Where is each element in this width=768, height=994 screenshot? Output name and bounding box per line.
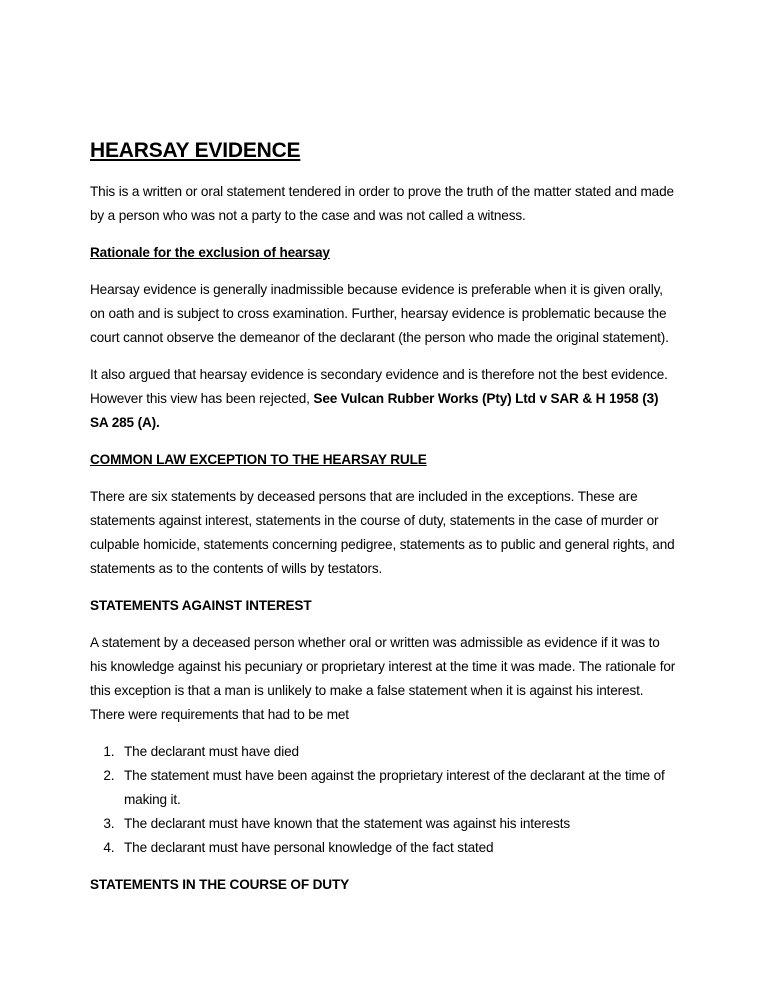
list-item: 1. The declarant must have died xyxy=(118,740,680,764)
rationale-heading: Rationale for the exclusion of hearsay xyxy=(90,245,330,260)
secondary-evidence-text: It also argued that hearsay evidence is secondary evidence and is therefore not the best evidence. However this view has been rejected, xyxy=(90,367,668,406)
common-law-paragraph: There are six statements by deceased persons that are included in the exceptions. These are statements against interest, statements in the course of duty, statements in the case of murder or culpable homicide, statements concerning pedigree, statements as to public and general rights, and statements as to the contents of wills by testators. xyxy=(90,489,675,576)
rationale-paragraph: Hearsay evidence is generally inadmissible because evidence is preferable when it is given orally, on oath and is subject to cross examination. Further, hearsay evidence is problematic because the court cannot observe the demeanor of the declarant (the person who made the original statement). xyxy=(90,282,669,345)
against-interest-paragraph: A statement by a deceased person whether oral or written was admissible as evidence if it was to his knowledge against his pecuniary or proprietary interest at the time it was made. The rationale for this exception is that a man is unlikely to make a false statement when it is against his interest. There were requirements that had to be met xyxy=(90,635,676,722)
against-interest-heading: STATEMENTS AGAINST INTEREST xyxy=(90,598,312,613)
secondary-evidence-paragraph xyxy=(90,363,680,435)
course-of-duty-heading: STATEMENTS IN THE COURSE OF DUTY xyxy=(90,877,350,892)
list-item: 2. The statement must have been against the proprietary interest of the declarant at the time of making it. xyxy=(118,764,680,812)
case-citation: See Vulcan Rubber Works (Pty) Ltd v SAR & H 1958 (3) SA 285 (A). xyxy=(90,391,659,430)
requirements-list xyxy=(90,740,680,860)
list-item: 3. The declarant must have known that the statement was against his interests xyxy=(118,812,680,836)
page-title: HEARSAY EVIDENCE xyxy=(90,139,301,162)
document-page xyxy=(90,136,680,910)
list-item: 4. The declarant must have personal knowledge of the fact stated xyxy=(118,836,680,860)
intro-paragraph: This is a written or oral statement tendered in order to prove the truth of the matter stated and made by a person who was not a party to the case and was not called a witness. xyxy=(90,184,674,223)
common-law-heading: COMMON LAW EXCEPTION TO THE HEARSAY RULE xyxy=(90,452,427,467)
